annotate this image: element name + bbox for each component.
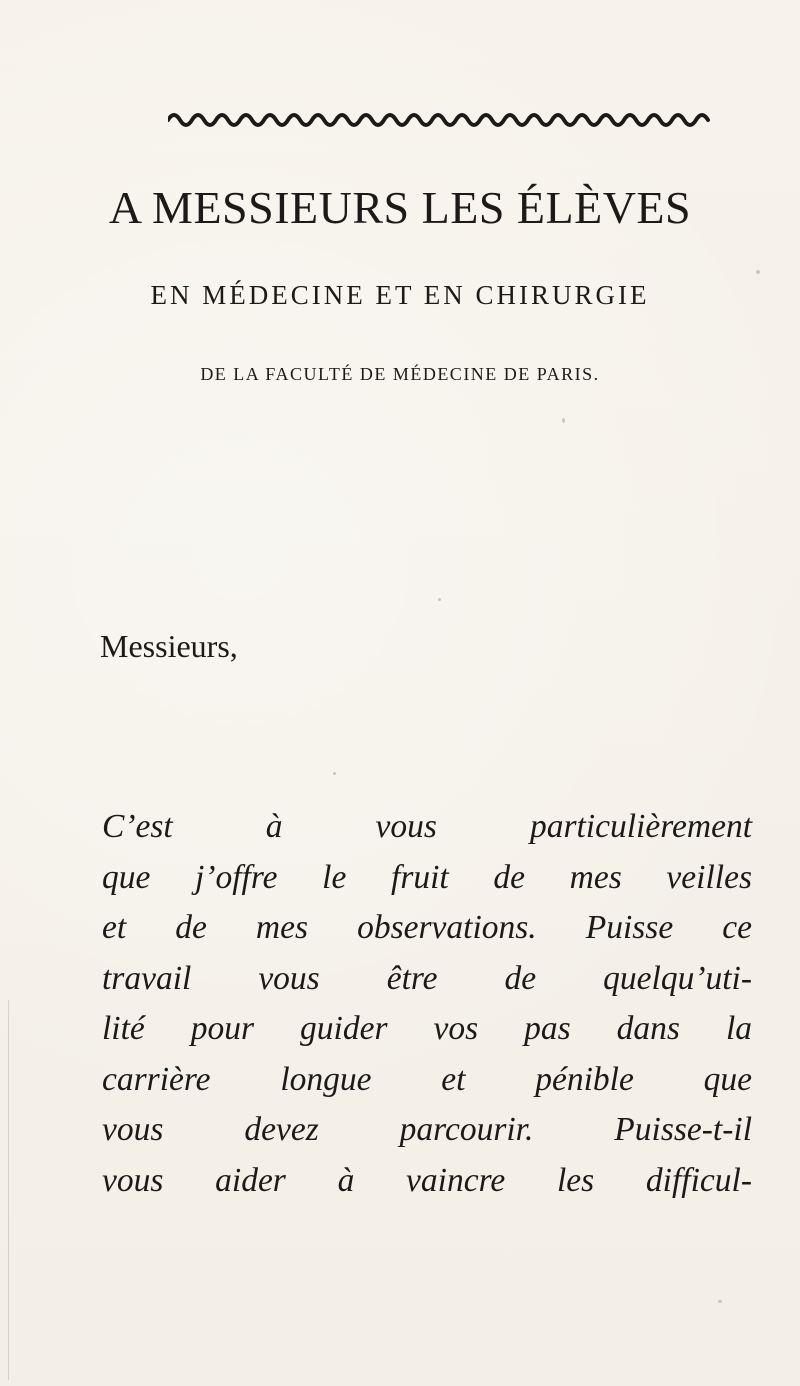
paragraph-line: carrière longue et pénible que: [102, 1060, 752, 1098]
paper-speck: [333, 772, 336, 775]
paper-speck: [756, 270, 760, 274]
faculty-line: DE LA FACULTÉ DE MÉDECINE DE PARIS.: [200, 364, 600, 384]
wavy-rule-ornament: [168, 105, 712, 131]
paragraph-line: lité pour guider vos pas dans la: [102, 1010, 752, 1047]
paragraph-line: travail vous être de quelqu’uti-: [102, 959, 752, 997]
salutation: Messieurs,: [100, 628, 238, 664]
paper-speck: [718, 1300, 722, 1303]
paragraph-line: vous devez parcourir. Puisse-t-il: [102, 1111, 752, 1148]
dedication-title: A MESSIEURS LES ÉLÈVES: [108, 182, 692, 233]
paragraph-line: que j’offre le fruit de mes veilles: [102, 858, 752, 896]
paragraph-line: C’est à vous particulièrement: [102, 808, 752, 845]
paper-speck: [562, 418, 565, 423]
paragraph-line: vous aider à vaincre les difficul-: [102, 1161, 752, 1199]
page-edge-shadow: [8, 1000, 9, 1380]
paper-speck: [438, 598, 441, 601]
dedication-paragraph: [102, 802, 752, 1206]
dedication-subtitle: EN MÉDECINE ET EN CHIRURGIE: [150, 280, 650, 310]
paragraph-line: et de mes observations. Puisse ce: [102, 909, 752, 946]
